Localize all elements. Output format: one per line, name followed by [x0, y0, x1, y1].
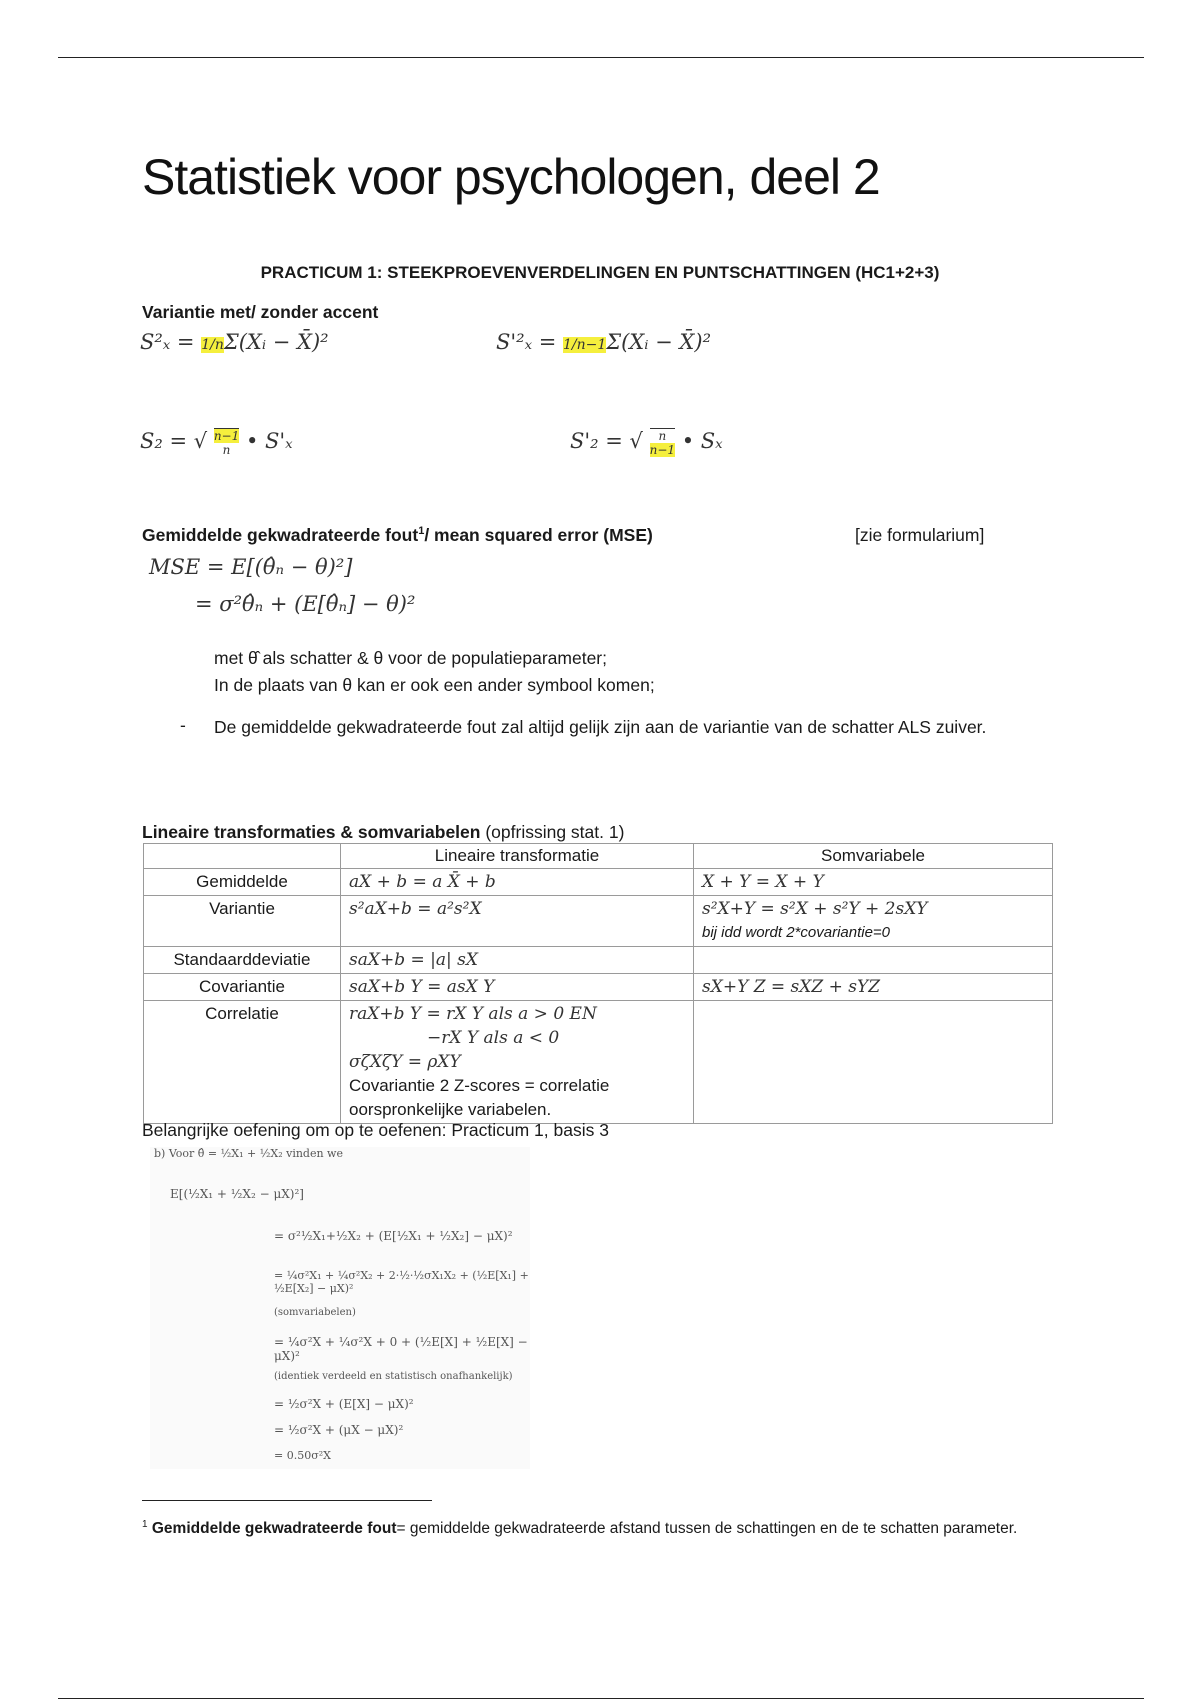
formula-part: • Sₓ — [681, 429, 723, 453]
sum-cell: sX+Y Z = sXZ + sYZ — [694, 974, 1053, 1001]
formula-part: S²ₓ = — [140, 330, 202, 354]
linear-cell: saX+b Y = asX Y — [341, 974, 694, 1001]
row-label: Standaarddeviatie — [144, 947, 341, 974]
footnote-separator — [142, 1500, 432, 1501]
highlighted-numerator: n−1 — [213, 429, 240, 443]
corr-formula-3: σζXζY = ρXY — [349, 1052, 461, 1072]
formularium-reference: [zie formularium] — [855, 525, 985, 545]
linear-cell: s²aX+b = a²s²X — [341, 896, 694, 947]
sd-formula-left — [140, 428, 293, 457]
formula-numerator: n — [658, 429, 667, 443]
footnote-ref[interactable]: 1 — [418, 525, 425, 538]
mse-note-1: met θ̂ als schatter & θ voor de populatieparameter; — [214, 648, 607, 668]
mse-heading — [142, 525, 653, 546]
formula-part: Σ(Xᵢ − X̄)² — [223, 330, 329, 354]
sum-cell — [694, 947, 1053, 974]
corr-formula-2: −rX Y als a < 0 — [427, 1028, 560, 1048]
footnote-text: = gemiddelde gekwadrateerde afstand tussen de schattingen en de te schatten parameter. — [396, 1520, 1018, 1538]
highlighted-denominator: n−1 — [649, 443, 676, 457]
formula-denominator: n — [222, 443, 231, 457]
variance-formula-unbiased — [496, 330, 711, 354]
derivation-line-1: E[(½X₁ + ½X₂ − μX)²] — [170, 1187, 304, 1201]
top-rule — [58, 57, 1144, 58]
row-label: Covariantie — [144, 974, 341, 1001]
formula-part: • S'ₓ — [245, 429, 293, 453]
linear-heading — [142, 822, 624, 843]
linear-heading-bold: Lineaire transformaties & somvariabelen — [142, 822, 481, 842]
highlighted-denominator: 1/n−1 — [562, 337, 607, 353]
mse-heading-text: Gemiddelde gekwadrateerde fout — [142, 525, 419, 545]
sum-cell — [694, 896, 1053, 947]
formula-part: S'₂ = √ — [570, 429, 643, 453]
page-title: Statistiek voor psychologen, deel 2 — [142, 149, 880, 205]
row-label: Gemiddelde — [144, 869, 341, 896]
mse-formula-line2: = σ²θ̂ₙ + (E[θ̂ₙ] − θ)² — [195, 592, 416, 616]
row-label: Variantie — [144, 896, 341, 947]
table-row — [144, 947, 1053, 974]
formula-part: S'²ₓ = — [496, 330, 563, 354]
table-row — [144, 1001, 1053, 1124]
highlighted-denominator: 1/n — [201, 337, 224, 353]
bullet-mark: - — [180, 715, 186, 735]
sum-note: bij idd wordt 2*covariantie=0 — [702, 924, 891, 941]
linear-cell: saX+b = |a| sX — [341, 947, 694, 974]
footnote-mark: 1 — [142, 1519, 148, 1530]
row-label: Correlatie — [144, 1001, 341, 1124]
table-header-cell: Lineaire transformatie — [341, 844, 694, 869]
corr-formula-1: raX+b Y = rX Y als a > 0 EN — [349, 1004, 597, 1024]
transformation-table — [143, 843, 1053, 1124]
practicum-subtitle: PRACTICUM 1: STEEKPROEVENVERDELINGEN EN PUNTSCHATTINGEN (HC1+2+3) — [260, 263, 940, 282]
linear-cell: aX + b = a X̄ + b — [341, 869, 694, 896]
sum-formula: s²X+Y = s²X + s²Y + 2sXY — [702, 899, 928, 919]
derivation-line-4: = ¼σ²X + ¼σ²X + 0 + (½E[X] + ½E[X] − μX)² — [274, 1335, 528, 1363]
exercise-note: Belangrijke oefening om op te oefenen: Practicum 1, basis 3 — [142, 1120, 609, 1140]
mse-formula-line1: MSE = E[(θ̂ₙ − θ)²] — [149, 555, 353, 579]
derivation-line-2: = σ²½X₁+½X₂ + (E[½X₁ + ½X₂] − μX)² — [274, 1229, 513, 1243]
derivation-image — [150, 1147, 530, 1469]
mse-note-2: In de plaats van θ kan er ook een ander symbool komen; — [214, 675, 655, 695]
bottom-rule — [58, 1698, 1144, 1699]
sum-cell: X + Y = X + Y — [694, 869, 1053, 896]
linear-cell — [341, 1001, 694, 1124]
derivation-line-3: = ¼σ²X₁ + ¼σ²X₂ + 2·½·½σX₁X₂ + (½E[X₁] + ½E[X₂] − μX)² — [274, 1269, 529, 1295]
linear-heading-normal: (opfrissing stat. 1) — [480, 822, 625, 842]
formula-part: S₂ = √ — [140, 429, 208, 453]
formula-part: Σ(Xᵢ − X̄)² — [606, 330, 711, 354]
variance-formula-biased — [140, 330, 329, 354]
variance-heading: Variantie met/ zonder accent — [142, 302, 379, 322]
table-row — [144, 869, 1053, 896]
table-row — [144, 974, 1053, 1001]
table-header-cell — [144, 844, 341, 869]
sum-cell — [694, 1001, 1053, 1124]
table-header-cell: Somvariabele — [694, 844, 1053, 869]
derivation-comment-1: (somvariabelen) — [274, 1307, 356, 1318]
derivation-line-7: = 0.50σ²X — [274, 1449, 331, 1462]
sd-formula-right — [570, 428, 723, 457]
table-row — [144, 896, 1053, 947]
footnote-term: Gemiddelde gekwadrateerde fout — [151, 1520, 397, 1538]
mse-bullet-text: De gemiddelde gekwadrateerde fout zal altijd gelijk zijn aan de variantie van de schatter ALS zuiver. — [214, 717, 987, 737]
table-header-row — [144, 844, 1053, 869]
corr-note: Covariantie 2 Z-scores = correlatie oorspronkelijke variabelen. — [349, 1076, 610, 1119]
derivation-intro: b) Voor θ̂ = ½X₁ + ½X₂ vinden we — [154, 1147, 343, 1160]
footnote — [142, 1513, 1042, 1540]
derivation-line-5: = ½σ²X + (E[X] − μX)² — [274, 1397, 414, 1411]
mse-heading-text-b: / mean squared error (MSE) — [424, 525, 653, 545]
derivation-comment-2: (identiek verdeeld en statistisch onafhankelijk) — [274, 1371, 513, 1382]
derivation-line-6: = ½σ²X + (μX − μX)² — [274, 1423, 404, 1437]
